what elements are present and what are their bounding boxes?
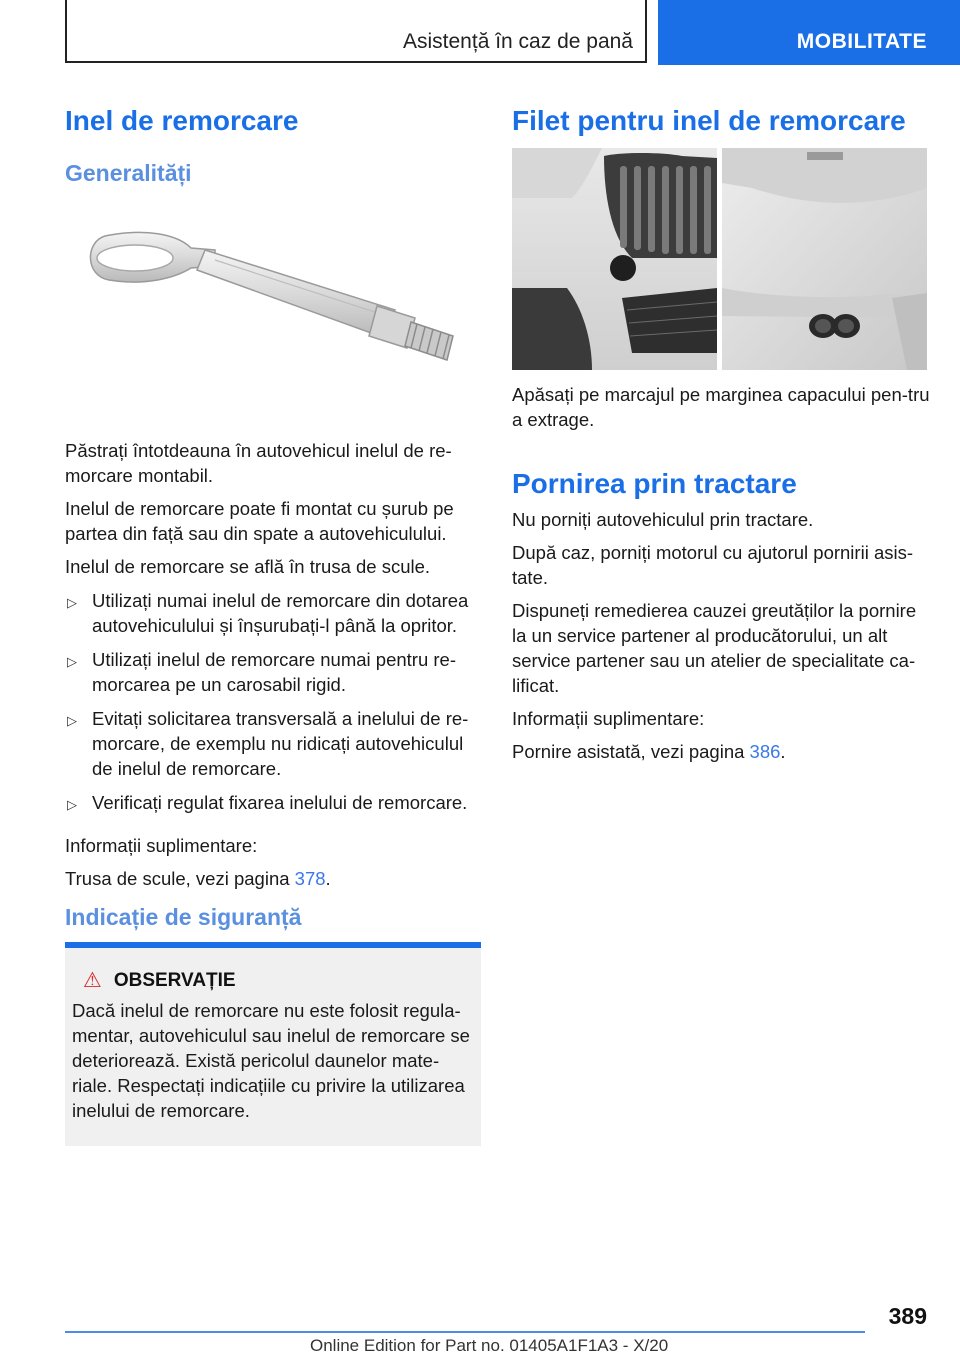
list-item: ▷ Verificați regulat fixarea inelului de remorcare.	[65, 790, 481, 815]
list-item: ▷ Utilizați inelul de remorcare numai pentru re-morcarea pe un carosabil rigid.	[67, 649, 456, 695]
notice-top-bar	[65, 942, 481, 948]
thread-heading: Filet pentru inel de remorcare	[512, 105, 906, 136]
notice-header	[83, 968, 236, 993]
page-number: 389	[888, 1303, 927, 1329]
safety-heading: Indicație de siguranță	[65, 904, 302, 930]
left-text-block	[65, 438, 481, 891]
header-section-tab[interactable]	[658, 0, 960, 65]
notice-text: Dacă inelul de remorcare nu este folosit regula-mentar, autovehiculul sau inelul de remorcare se deteriorează. Există pericolul daunelor mate-riale. Respectați indicațiile cu privire la utilizarea inelului de remorcare.	[72, 1000, 470, 1121]
edition-footer: Online Edition for Part no. 01405A1F1A3 - X/20	[310, 1336, 669, 1355]
bumper-photos	[512, 148, 927, 370]
jump-start-reference: Pornire asistată, vezi pagina 386.	[512, 741, 786, 762]
list-item: ▷ Utilizați numai inelul de remorcare din dotarea autovehiculului și înșurubați-l până la opritor.	[67, 590, 469, 636]
usage-bullets	[65, 588, 481, 815]
toolkit-reference: Trusa de scule, vezi pagina 378.	[65, 868, 331, 889]
more-info-label: Informații suplimentare:	[65, 835, 258, 856]
header-chapter-box	[65, 0, 647, 63]
paragraph-service: Dispuneți remedierea cauzei greutăților la pornire la un service partener al producătorului, un alt service partener sau un atelier de specialitate ca-lificat.	[512, 600, 917, 696]
notice-box	[65, 942, 481, 1146]
triangle-bullet-icon: ▷	[67, 797, 77, 812]
tow-ring-illustration	[65, 198, 481, 413]
paragraph-jump-start: După caz, porniți motorul cu ajutorul pornirii asis-tate.	[512, 542, 914, 588]
more-info-label: Informații suplimentare:	[512, 708, 705, 729]
tow-ring-image	[65, 198, 481, 413]
paragraph-location: Inelul de remorcare se află în trusa de scule.	[65, 556, 431, 577]
right-caption-block	[512, 382, 932, 432]
list-item: ▷ Evitați solicitarea transversală a inelului de re-morcare, de exemplu nu ridicați autovehiculul de inelul de remorcare.	[67, 708, 469, 779]
tow-ring-heading: Inel de remorcare	[65, 105, 299, 136]
general-heading: Generalități	[65, 160, 192, 186]
paragraph-keep-ring: Păstrați întotdeauna în autovehicul inelul de re-morcare montabil.	[65, 440, 452, 486]
footer-divider	[65, 1331, 865, 1333]
tow-start-heading: Pornirea prin tractare	[512, 468, 797, 499]
right-text-block	[512, 507, 932, 764]
paragraph-mount: Inelul de remorcare poate fi montat cu șurub pe partea din față sau din spate a autovehiculului.	[65, 498, 454, 544]
paragraph-no-tow-start: Nu porniți autovehiculul prin tractare.	[512, 509, 814, 530]
cover-caption: Apăsați pe marcajul pe marginea capacului pen-tru a extrage.	[512, 384, 930, 430]
chapter-title: Asistență în caz de pană	[403, 30, 633, 53]
page-link-386[interactable]: 386	[749, 741, 781, 762]
bumper-cover-image	[512, 148, 927, 370]
triangle-bullet-icon: ▷	[67, 654, 77, 669]
section-title: MOBILITATE	[796, 30, 927, 53]
page-link-378[interactable]: 378	[294, 868, 326, 889]
triangle-bullet-icon: ▷	[67, 713, 77, 728]
warning-triangle-icon: ⚠	[83, 969, 102, 992]
triangle-bullet-icon: ▷	[67, 595, 77, 610]
notice-label: OBSERVAȚIE	[113, 970, 236, 991]
